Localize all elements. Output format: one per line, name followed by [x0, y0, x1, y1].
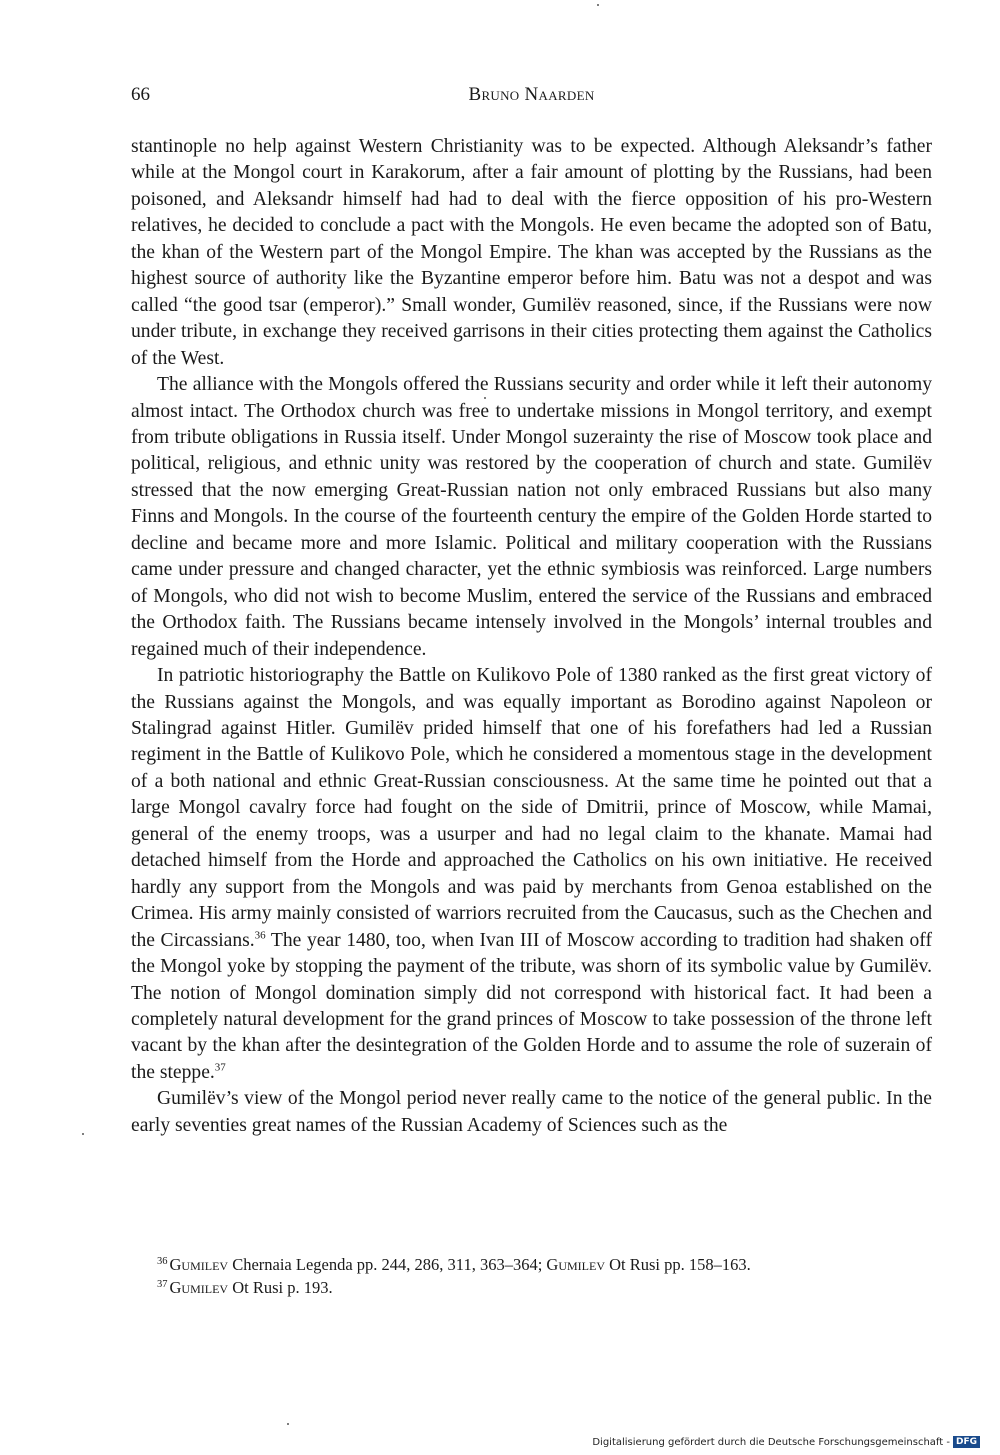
paragraph-3-text: In patriotic historiography the Battle on Kulikovo Pole of 1380 ranked as the first great victory of the Russians against the Mongols, and was equally important as Borodino against Napoleon or Stalingrad against Hitler. Gumilëv prided himself that one of his forefathers had led a Russian regiment in the Battle of Kulikovo Pole, which he considered a momentous stage in the development of a both national and ethnic Great-Russian consciousness. At the same time he pointed out that a large Mongol cavalry force had fought on the side of Dmitrii, prince of Moscow, while Mamai, general of the enemy troops, was a usurper and had no legal claim to the khanate. Mamai had detached himself from the Horde and approached the Catholics on his own initiative. He received hardly any support from the Mongols and was paid by merchants from Genoa established on the Crimea. His army mainly consisted of warriors recruited from the Caucasus, such as the Chechen and the Circassians. — [131, 665, 932, 951]
paragraph-4: Gumilëv’s view of the Mongol period never really came to the notice of the general public. In the early seventies great names of the Russian Academy of Sciences such as the — [131, 1088, 932, 1136]
body-text — [131, 134, 932, 1139]
paragraph-3 — [131, 663, 932, 1086]
page-header — [131, 84, 932, 112]
footnote-ref-36: 36 — [254, 929, 266, 942]
footnote-number: 37 — [157, 1278, 168, 1290]
credit-text: Digitalisierung gefördert durch die Deutsche Forschungsgemeinschaft - — [592, 1437, 950, 1448]
dfg-logo: DFG — [953, 1436, 980, 1448]
page-number: 66 — [131, 84, 150, 105]
footnote-ref-37: 37 — [214, 1061, 226, 1074]
footnote-number: 36 — [157, 1255, 168, 1267]
paragraph-3-continuation: The year 1480, too, when Ivan III of Moscow according to tradition had shaken off the Mongol yoke by stopping the payment of the tribute, was shorn of its symbolic value by Gumilëv. The notion of Mongol domination simply did not correspond with historical fact. It had been a completely natural development for the grand princes of Moscow to take possession of the throne left vacant by the khan after the desintegration of the Golden Horde and to assume the role of suzerain of the steppe. — [131, 929, 933, 1083]
footnote-36 — [157, 1253, 932, 1276]
footnotes — [157, 1253, 932, 1299]
footnote-author: Gumilev — [546, 1255, 605, 1274]
footnote-37 — [157, 1276, 932, 1299]
paragraph-2: The alliance with the Mongols offered the Russians security and order while it left their autonomy almost intact. The Orthodox church was free to undertake missions in Mongol territory, and exempt from tribute obligations in Russia itself. Under Mongol suzerainty the rise of Moscow took place and political, religious, and ethnic unity was restored by the cooperation of church and state. Gumilëv stressed that the now emerging Great-Russian nation not only embraced Russians but also many Finns and Mongols. In the course of the fourteenth century the empire of the Golden Horde started to decline and became more and more Islamic. Political and military cooperation with the Russians came under pressure and changed character, yet the ethnic symbiosis was reinforced. Large numbers of Mongols, who did not wish to become Muslim, entered the service of the Russians and embraced the Orthodox faith. The Russians became intensely involved in the Mongols’ internal troubles and regained much of their independence. — [131, 374, 932, 660]
footnote-author: Gumilev — [169, 1278, 229, 1297]
footnote-text: Ot Rusi pp. 158–163. — [604, 1255, 751, 1274]
paragraph-1: stantinople no help against Western Christianity was to be expected. Although Aleksandr’s father while at the Mongol court in Karakorum, after a fair amount of plotting by the Russians, had been poisoned, and Aleksandr himself had had to deal with the fierce opposition of his pro-Western relatives, he decided to conclude a pact with the Mongols. He even became the adopted son of Batu, the khan of the Western part of the Mongol Empire. The khan was accepted by the Russians as the highest source of authority like the Byzantine emperor before him. Batu was not a despot and was called “the good tsar (emperor).” Small wonder, Gumilëv reasoned, since, if the Russians were now under tribute, in exchange they received garrisons in their cities protecting them against the Catholics of the West. — [131, 136, 932, 369]
footnote-text: Chernaia Legenda pp. 244, 286, 311, 363–364; — [228, 1255, 547, 1274]
scan-speck — [82, 1133, 84, 1135]
digitization-credit — [592, 1436, 980, 1448]
footnote-text: Ot Rusi p. 193. — [228, 1278, 333, 1297]
scan-speck — [484, 397, 486, 399]
running-head: Bruno Naarden — [468, 84, 595, 105]
footnote-author: Gumilev — [169, 1255, 229, 1274]
scan-speck — [287, 1423, 289, 1425]
scan-speck — [597, 4, 599, 6]
